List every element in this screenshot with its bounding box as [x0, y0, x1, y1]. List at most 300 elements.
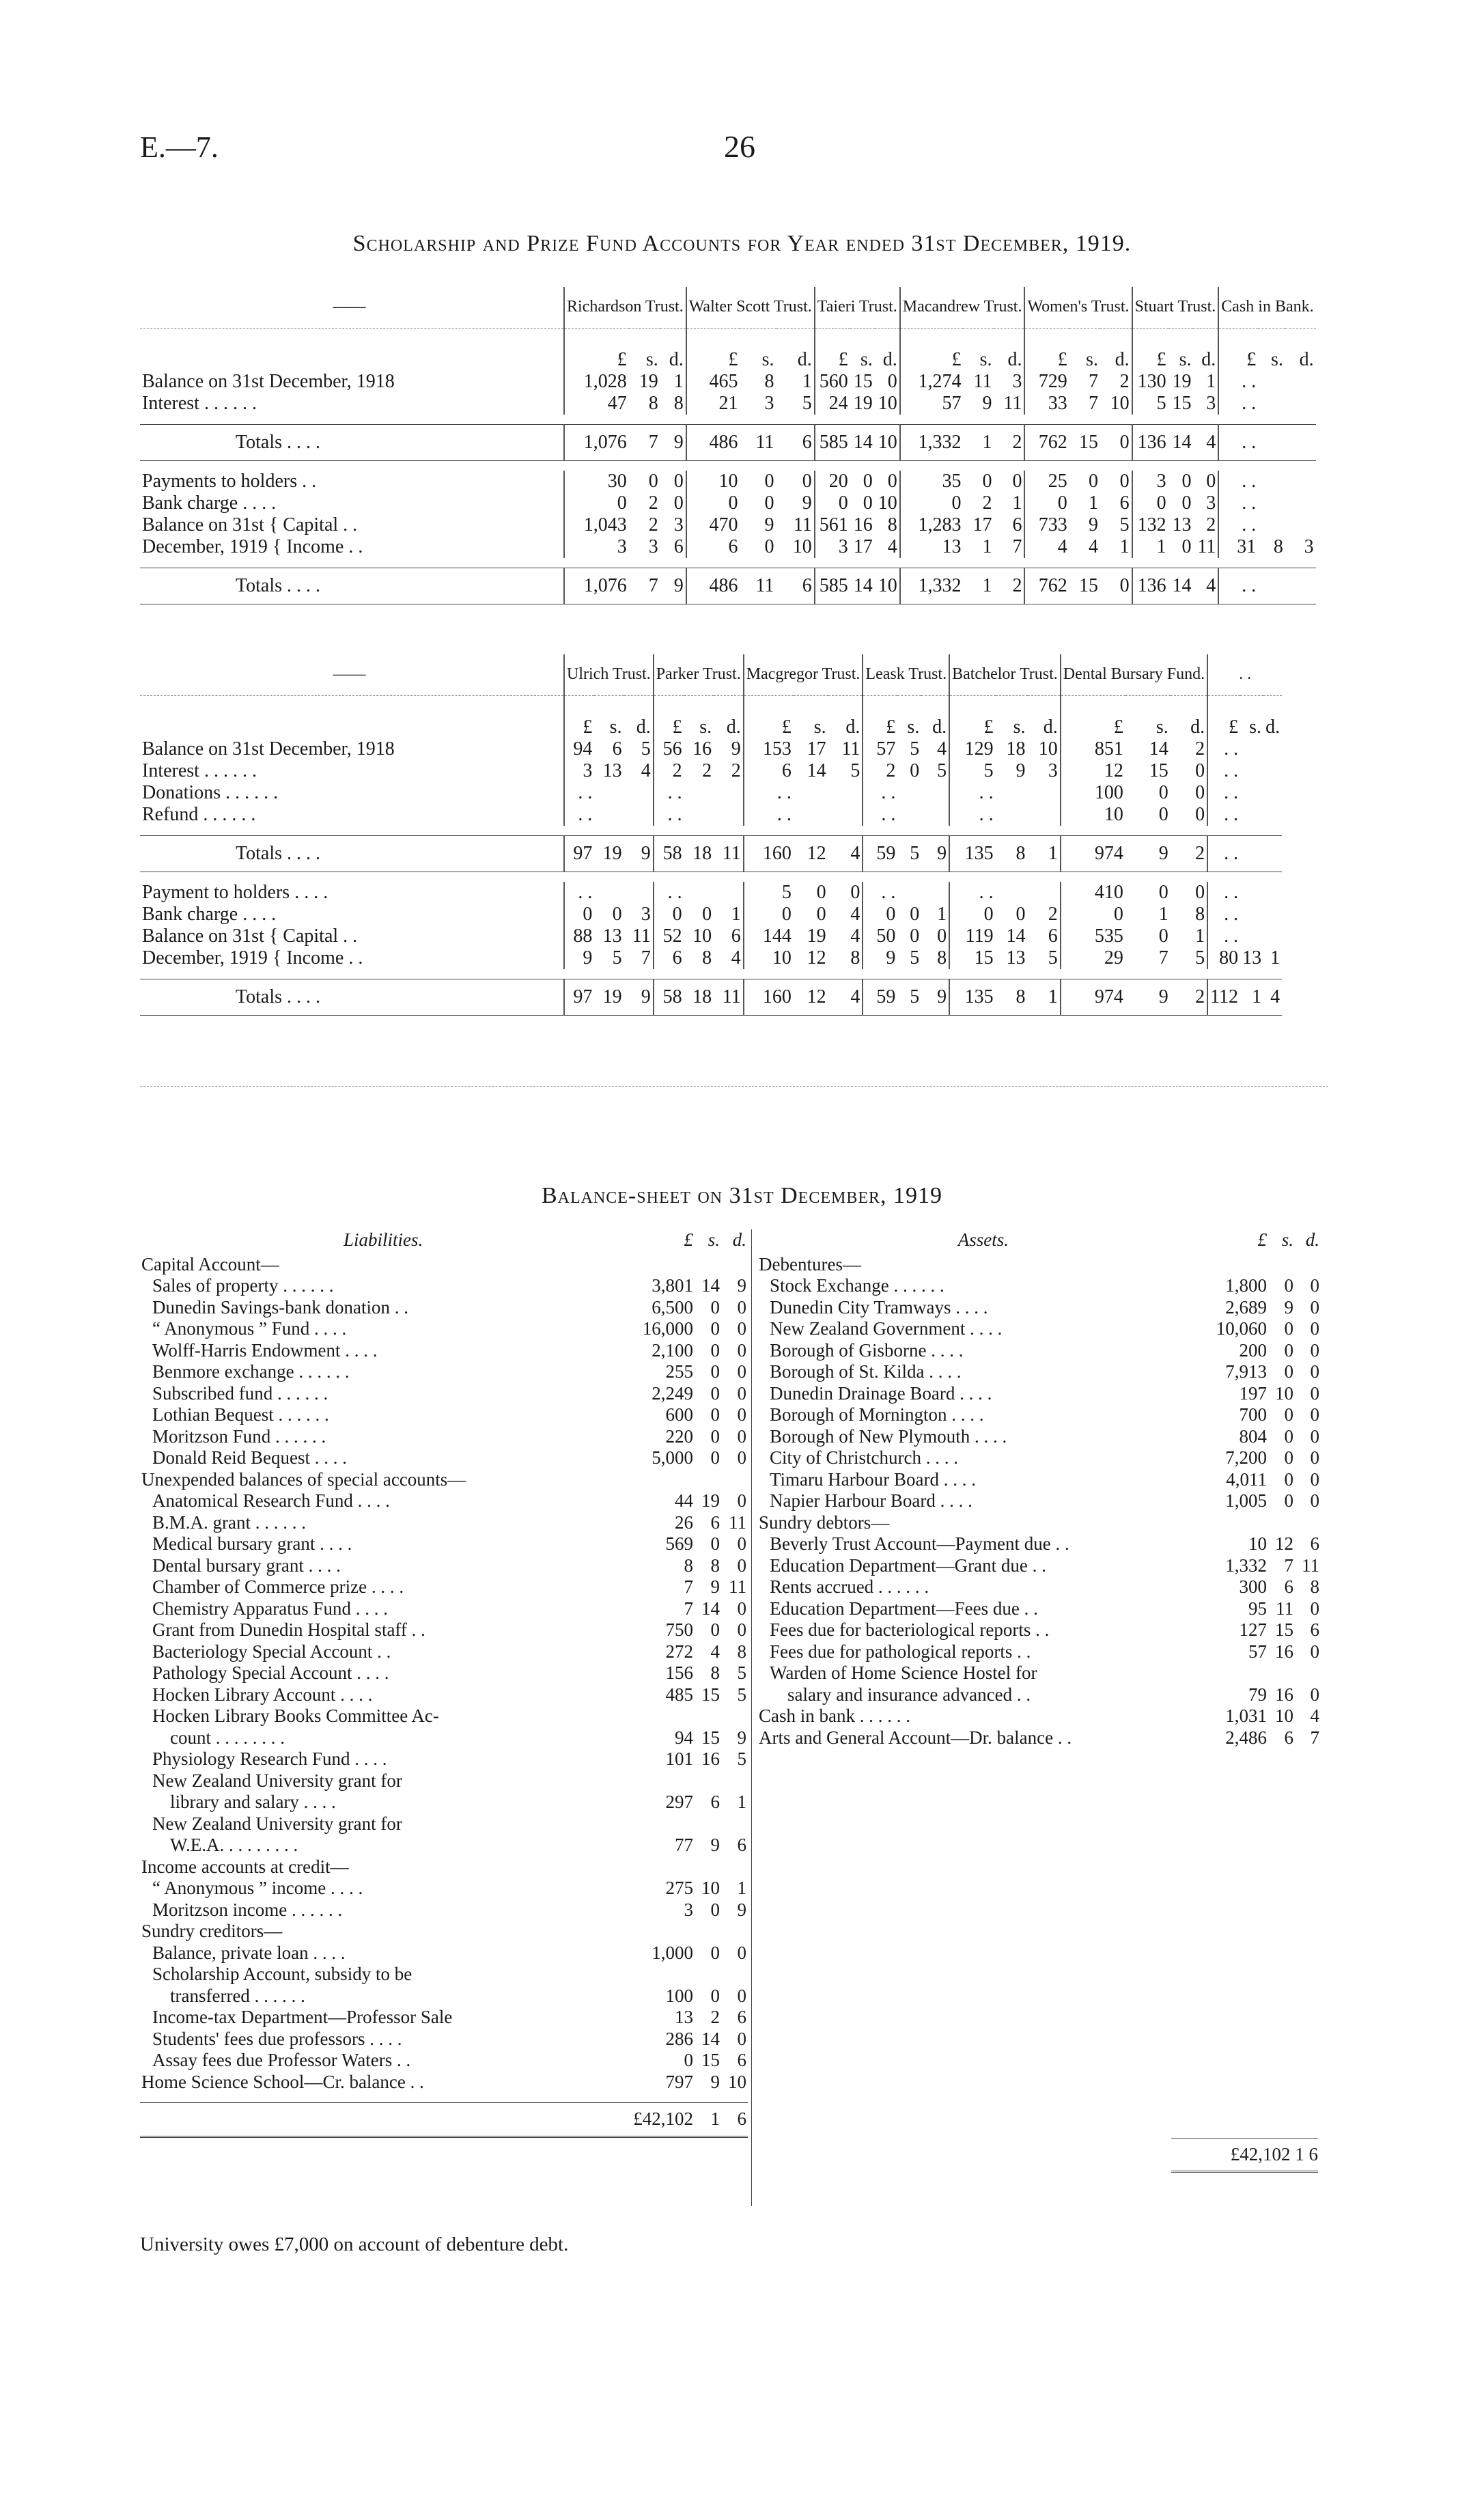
account-row [140, 804, 1282, 826]
pounds-cell: 160 [744, 836, 794, 872]
pence-cell: 4 [887, 536, 897, 557]
pence-cell: 0 [737, 1555, 746, 1576]
liabilities-heading: Liabilities. [343, 1229, 423, 1250]
shillings-cell: 2 [982, 492, 992, 514]
pence-cell: 0 [937, 925, 947, 947]
pounds-cell: 1,800 [1225, 1275, 1267, 1296]
pence-cell: 6 [776, 568, 815, 604]
asset-label: Stock Exchange . . . . . . [770, 1275, 944, 1296]
shillings-cell [897, 882, 921, 904]
pence-cell: 1 [737, 1878, 746, 1898]
liability-row [140, 1705, 748, 1727]
asset-row [757, 1705, 1321, 1727]
shillings-cell: 11 [973, 371, 992, 392]
pence-cell [721, 1469, 748, 1491]
shillings-cell [695, 1254, 721, 1276]
pounds-cell: . . [564, 804, 594, 826]
pence-cell: 0 [887, 471, 897, 492]
unit-pence: d. [1305, 1229, 1319, 1250]
pounds-cell: 3 [815, 536, 850, 558]
account-row [140, 536, 1316, 558]
shillings-cell: 19 [853, 393, 873, 414]
pence-cell: 8 [937, 947, 947, 969]
pence-cell [721, 1254, 748, 1276]
shillings-cell: 6 [710, 1512, 720, 1533]
liability-label: Scholarship Account, subsidy to be [152, 1964, 412, 1984]
pounds-cell: 26 [675, 1512, 693, 1533]
shillings-cell: 9 [1125, 979, 1171, 1016]
pence-cell: 10 [728, 2071, 746, 2092]
pence-cell [624, 804, 654, 826]
asset-label: Borough of Gisborne . . . . [770, 1339, 964, 1361]
pence-cell: 6 [1310, 1619, 1319, 1640]
pence-cell: 3 [1012, 371, 1022, 392]
shillings-cell: 0 [1284, 1490, 1293, 1511]
asset-row [757, 1297, 1321, 1319]
pounds-cell: 9 [564, 947, 594, 969]
liability-row [140, 1899, 748, 1921]
liability-row [140, 1727, 748, 1749]
shillings-cell: 13 [1006, 947, 1026, 969]
pounds-cell: 300 [1239, 1576, 1267, 1597]
corner-dash: —— [140, 654, 564, 696]
pounds-cell: 1,332 [900, 425, 964, 461]
pence-cell: 11 [729, 1576, 746, 1597]
pence-cell: 1 [1270, 947, 1280, 969]
pence-cell: 0 [1310, 1490, 1319, 1511]
shillings-cell [1240, 738, 1263, 760]
unit-label: £ [1024, 329, 1069, 372]
pounds-cell: 20 [815, 471, 850, 492]
shillings-cell: 12 [1275, 1533, 1293, 1554]
unit-label: d. [932, 716, 947, 738]
unit-label: £ [744, 696, 794, 739]
liability-label: Bacteriology Special Account . . [152, 1641, 391, 1662]
pence-cell: 0 [737, 1339, 746, 1361]
unit-pence: d. [732, 1229, 746, 1250]
liability-row [140, 1447, 748, 1469]
shillings-cell [1258, 471, 1285, 492]
pence-cell: 0 [737, 1598, 746, 1619]
pence-cell: 9 [731, 738, 741, 760]
pounds-cell: . . [1207, 904, 1240, 925]
shillings-cell: 0 [1284, 1404, 1293, 1425]
spacer-cell [140, 558, 564, 568]
liability-row [140, 1878, 748, 1899]
pence-cell: 10 [878, 393, 897, 414]
shillings-cell: 1 [1240, 979, 1263, 1016]
shillings-cell: 16 [701, 1749, 720, 1769]
pounds-cell [626, 1705, 695, 1727]
shillings-cell: 9 [1088, 514, 1098, 535]
pence-cell: 1 [731, 904, 741, 925]
liability-row [140, 1469, 748, 1491]
pounds-cell: 700 [1239, 1404, 1267, 1425]
pounds-cell: 0 [815, 492, 850, 514]
pence-cell: 8 [1195, 904, 1205, 925]
shillings-cell: 5 [612, 947, 622, 969]
pounds-cell: 9 [863, 947, 897, 969]
pence-cell [714, 782, 744, 804]
pounds-cell: 797 [665, 2071, 693, 2092]
shillings-cell [996, 782, 1028, 804]
shillings-cell: 0 [1158, 925, 1168, 947]
liability-label: Dental bursary grant . . . . [152, 1555, 341, 1576]
pounds-cell [1209, 1254, 1268, 1276]
pence-cell: 9 [624, 836, 654, 872]
totals-row [140, 425, 1316, 461]
pence-cell [721, 1856, 748, 1878]
asset-label: Dunedin City Tramways . . . . [770, 1296, 988, 1318]
shillings-cell: 15 [1069, 425, 1100, 461]
pence-cell [1285, 492, 1316, 514]
unit-pounds: £ [684, 1229, 693, 1250]
trust-column-header: Richardson Trust. [564, 287, 686, 329]
asset-label: Fees due for pathological reports . . [770, 1641, 1031, 1662]
pounds-cell: . . [949, 804, 996, 826]
shillings-cell: 6 [710, 1792, 720, 1812]
pence-cell: 3 [1304, 536, 1314, 557]
unit-shillings: s. [708, 1229, 720, 1250]
shillings-cell: 0 [710, 1318, 720, 1339]
pence-cell: 0 [737, 2028, 746, 2049]
shillings-cell: 15 [701, 2050, 720, 2070]
pounds-cell: 1,332 [900, 568, 964, 604]
shillings-cell: 0 [1158, 782, 1168, 803]
trust-column-header: . . [1207, 654, 1282, 696]
shillings-cell: 2 [710, 2007, 720, 2027]
pounds-cell: 804 [1239, 1425, 1267, 1447]
shillings-cell: 0 [816, 904, 826, 925]
pounds-cell: 762 [1024, 425, 1069, 461]
unit-label: £ [949, 696, 996, 739]
pounds-cell: 1,332 [1225, 1555, 1267, 1576]
liability-row [140, 1986, 748, 2007]
shillings-cell: 14 [807, 760, 826, 781]
scholarship-accounts-table-2 [140, 654, 1282, 1025]
pounds-cell: 24 [815, 393, 850, 415]
row-label: Refund . . . . . . [142, 804, 256, 825]
liability-label: Hocken Library Account . . . . [152, 1684, 373, 1705]
asset-label: Arts and General Account—Dr. balance . . [759, 1727, 1072, 1748]
spacer-row [140, 461, 1316, 471]
pounds-cell: . . [744, 782, 794, 804]
asset-label: City of Christchurch . . . . [770, 1447, 958, 1468]
pounds-cell: 585 [815, 425, 850, 461]
unit-label: s. [813, 716, 826, 738]
pence-cell: 2 [1171, 836, 1207, 872]
liability-row [140, 1770, 748, 1792]
pence-cell: 11 [1197, 536, 1216, 557]
shillings-cell [1268, 1662, 1295, 1684]
shillings-cell: 5 [897, 979, 921, 1016]
pounds-cell: 600 [665, 1404, 693, 1425]
pence-cell: 11 [1302, 1555, 1319, 1576]
spacer-cell [140, 2093, 626, 2103]
pence-cell [1263, 760, 1282, 782]
pounds-cell: 1,283 [900, 514, 964, 536]
liability-label: Sales of property . . . . . . [152, 1275, 334, 1296]
pence-cell: 9 [624, 979, 654, 1016]
pence-cell: 0 [737, 1490, 746, 1511]
pence-cell: 0 [887, 371, 897, 392]
asset-row [757, 1555, 1321, 1577]
pence-cell: 1 [1028, 979, 1061, 1016]
pence-cell: 6 [1012, 514, 1022, 535]
pence-cell [1295, 1662, 1321, 1684]
pence-cell: 0 [737, 1296, 746, 1318]
pence-cell: 2 [994, 425, 1024, 461]
pence-cell: 0 [1195, 782, 1205, 803]
shillings-cell [695, 1705, 721, 1727]
pounds-cell: 197 [1239, 1382, 1267, 1404]
shillings-cell: 8 [1273, 536, 1283, 557]
pounds-cell: 255 [665, 1361, 693, 1382]
pounds-cell: 6 [744, 760, 794, 782]
asset-label: Timaru Harbour Board . . . . [770, 1468, 976, 1490]
shillings-cell: 3 [648, 536, 658, 557]
pence-cell: 0 [802, 471, 812, 492]
pence-cell [624, 782, 654, 804]
pence-cell [1263, 836, 1282, 872]
pence-cell: 8 [737, 1641, 746, 1662]
pounds-cell: 0 [744, 904, 794, 925]
unit-label: s. [609, 716, 622, 738]
pence-cell: 6 [731, 925, 741, 947]
pounds-cell: 2,100 [652, 1339, 693, 1361]
shillings-cell: 1 [982, 536, 992, 557]
liability-label: Subscribed fund . . . . . . [152, 1382, 328, 1404]
pounds-cell: 153 [744, 738, 794, 760]
pence-cell: 0 [1310, 1468, 1319, 1490]
asset-label: Sundry debtors— [759, 1512, 890, 1533]
unit-pounds: £ [1257, 1229, 1267, 1250]
pence-cell: 10 [1110, 393, 1130, 414]
pence-cell: 6 [776, 425, 815, 461]
spacer-cell [140, 872, 564, 882]
row-label: Payment to holders . . . . [142, 882, 328, 903]
pence-cell [1285, 425, 1316, 461]
pence-cell: 4 [1263, 979, 1282, 1016]
pounds-cell: 16,000 [642, 1318, 693, 1339]
unit-label: d. [882, 349, 897, 370]
row-label: Totals . . . . [140, 425, 564, 461]
assets-table [757, 1229, 1321, 1749]
shillings-cell: 0 [1158, 882, 1168, 903]
shillings-cell: 10 [692, 925, 712, 947]
liability-label: Chemistry Apparatus Fund . . . . [152, 1598, 388, 1619]
shillings-cell: 11 [740, 425, 776, 461]
pounds-cell: . . [564, 882, 594, 904]
pence-cell: 2 [994, 568, 1024, 604]
liability-row [140, 1942, 748, 1964]
unit-label: d. [1007, 349, 1022, 370]
pounds-cell: 12 [1061, 760, 1125, 782]
liability-label: Unexpended balances of special accounts— [141, 1468, 466, 1490]
pounds-cell: 10 [1061, 804, 1125, 826]
unit-label: s. [645, 349, 658, 370]
pounds-cell: 0 [654, 904, 684, 925]
asset-row [757, 1404, 1321, 1426]
pounds-cell: 3,801 [652, 1275, 693, 1296]
unit-label: d. [1265, 716, 1280, 738]
shillings-cell [695, 1856, 721, 1878]
liability-label: Pathology Special Account . . . . [152, 1662, 389, 1683]
shillings-cell: 0 [1284, 1318, 1293, 1339]
spacer-cell [140, 415, 564, 425]
pence-cell: 2 [1206, 514, 1216, 535]
liabilities-column [140, 1229, 748, 2138]
pounds-cell: 59 [863, 836, 897, 872]
trust-column-header: Walter Scott Trust. [686, 287, 815, 329]
shillings-cell: 18 [684, 979, 714, 1016]
column-header-row [140, 654, 1282, 696]
pounds-cell: 13 [900, 536, 964, 558]
liability-row [140, 1835, 748, 1856]
shillings-cell: 0 [710, 1942, 720, 1963]
pence-cell: 0 [1119, 471, 1130, 492]
asset-row [757, 1662, 1321, 1684]
spacer-row [140, 1016, 1282, 1026]
pence-cell: 9 [660, 425, 686, 461]
liability-label: library and salary . . . . [170, 1792, 336, 1812]
pounds-cell: 297 [665, 1792, 693, 1812]
pence-cell: 5 [802, 393, 812, 414]
liability-row [140, 1426, 748, 1448]
pounds-cell: 136 [1132, 425, 1168, 461]
pounds-cell: 30 [564, 471, 629, 492]
shillings-cell: 0 [910, 760, 920, 781]
pounds-cell: 275 [665, 1878, 693, 1898]
shillings-cell [695, 1813, 721, 1835]
pounds-cell: . . [863, 782, 897, 804]
pounds-cell: . . [1207, 738, 1240, 760]
asset-row [757, 1254, 1321, 1276]
pounds-cell: . . [863, 882, 897, 904]
pence-cell: 0 [1310, 1275, 1319, 1296]
unit-label: s. [1013, 716, 1026, 738]
shillings-cell: 0 [710, 1296, 720, 1318]
shillings-cell: 0 [710, 1985, 720, 2006]
liability-label: Students' fees due professors . . . . [152, 2028, 402, 2049]
shillings-cell: 0 [764, 471, 774, 492]
shillings-cell: 16 [1275, 1641, 1293, 1662]
asset-row [757, 1469, 1321, 1491]
liability-row [140, 2007, 748, 2029]
liability-label: Income-tax Department—Professor Sale [152, 2007, 453, 2027]
pounds-cell: 465 [686, 371, 740, 393]
totals-row [140, 568, 1316, 604]
shillings-cell: 0 [910, 925, 920, 947]
shillings-cell: 1 [1158, 904, 1168, 925]
liability-label: New Zealand University grant for [152, 1813, 402, 1834]
pounds-cell: . . [949, 882, 996, 904]
account-row [140, 925, 1282, 947]
liability-label: W.E.A. . . . . . . . . [170, 1835, 298, 1855]
pence-cell [921, 882, 949, 904]
pence-cell [1028, 882, 1061, 904]
spacer-row [140, 558, 1316, 568]
pence-cell: 0 [737, 1619, 746, 1640]
pence-cell: 4 [641, 760, 651, 781]
pounds-cell: 1,031 [1225, 1705, 1267, 1726]
pence-cell [721, 1964, 748, 1986]
shillings-cell [594, 804, 624, 826]
asset-row [757, 1447, 1321, 1469]
pence-cell: 5 [737, 1684, 746, 1705]
shillings-cell [1240, 804, 1263, 826]
asset-row [757, 1361, 1321, 1383]
pence-cell: 4 [937, 738, 947, 760]
shillings-cell: 19 [807, 925, 826, 947]
shillings-cell: 19 [594, 836, 624, 872]
unit-label: s. [907, 716, 920, 738]
pounds-cell: 127 [1239, 1619, 1267, 1640]
pounds-cell: 136 [1132, 568, 1168, 604]
shillings-cell: 16 [853, 514, 873, 535]
liability-row [140, 1749, 748, 1770]
pence-cell: 0 [737, 1361, 746, 1382]
pounds-cell: 57 [863, 738, 897, 760]
account-row [140, 882, 1282, 904]
shillings-cell [1258, 425, 1285, 461]
pence-cell: 0 [1012, 471, 1022, 492]
pence-cell [1285, 471, 1316, 492]
pounds-cell: 135 [949, 836, 996, 872]
shillings-cell: 10 [1275, 1705, 1293, 1726]
pounds-cell: 10 [744, 947, 794, 969]
liability-row [140, 1641, 748, 1663]
pence-cell: 9 [921, 979, 949, 1016]
shillings-cell: 14 [1168, 425, 1194, 461]
shillings-cell: 13 [1172, 514, 1192, 535]
pence-cell: 8 [1310, 1576, 1319, 1597]
liability-label: “ Anonymous ” income . . . . [152, 1878, 363, 1898]
pounds-cell: 57 [900, 393, 964, 415]
pence-cell: 11 [1003, 393, 1022, 414]
pounds-cell [626, 1921, 695, 1942]
pence-cell: 3 [1048, 760, 1058, 781]
shillings-cell: 13 [602, 925, 622, 947]
shillings-cell: 13 [1242, 947, 1262, 969]
shillings-cell: 7 [629, 425, 660, 461]
pounds-cell: 1,076 [564, 568, 629, 604]
pence-cell: 9 [660, 568, 686, 604]
pounds-cell: 5 [949, 760, 996, 782]
liability-row [140, 1383, 748, 1405]
pounds-cell: . . [1218, 425, 1258, 461]
asset-row [757, 1490, 1321, 1512]
account-row [140, 371, 1316, 393]
assets-heading: Assets. [957, 1229, 1009, 1250]
pence-cell: 0 [737, 1425, 746, 1447]
shillings-cell: 15 [701, 1684, 720, 1705]
pence-cell: 0 [1195, 882, 1205, 903]
shillings-cell: 0 [1088, 471, 1098, 492]
liability-row [140, 1254, 748, 1276]
pounds-cell: 486 [686, 568, 740, 604]
shillings-cell [1258, 371, 1285, 393]
shillings-cell [1240, 925, 1263, 947]
shillings-cell: 6 [1284, 1576, 1293, 1597]
pence-cell [921, 782, 949, 804]
pence-cell: 5 [1195, 947, 1205, 969]
pence-cell: 4 [1193, 568, 1218, 604]
pence-cell: 1 [1012, 492, 1022, 514]
pence-cell: 5 [1048, 947, 1058, 969]
pence-cell: 0 [1310, 1404, 1319, 1425]
pence-cell: 4 [1193, 425, 1218, 461]
